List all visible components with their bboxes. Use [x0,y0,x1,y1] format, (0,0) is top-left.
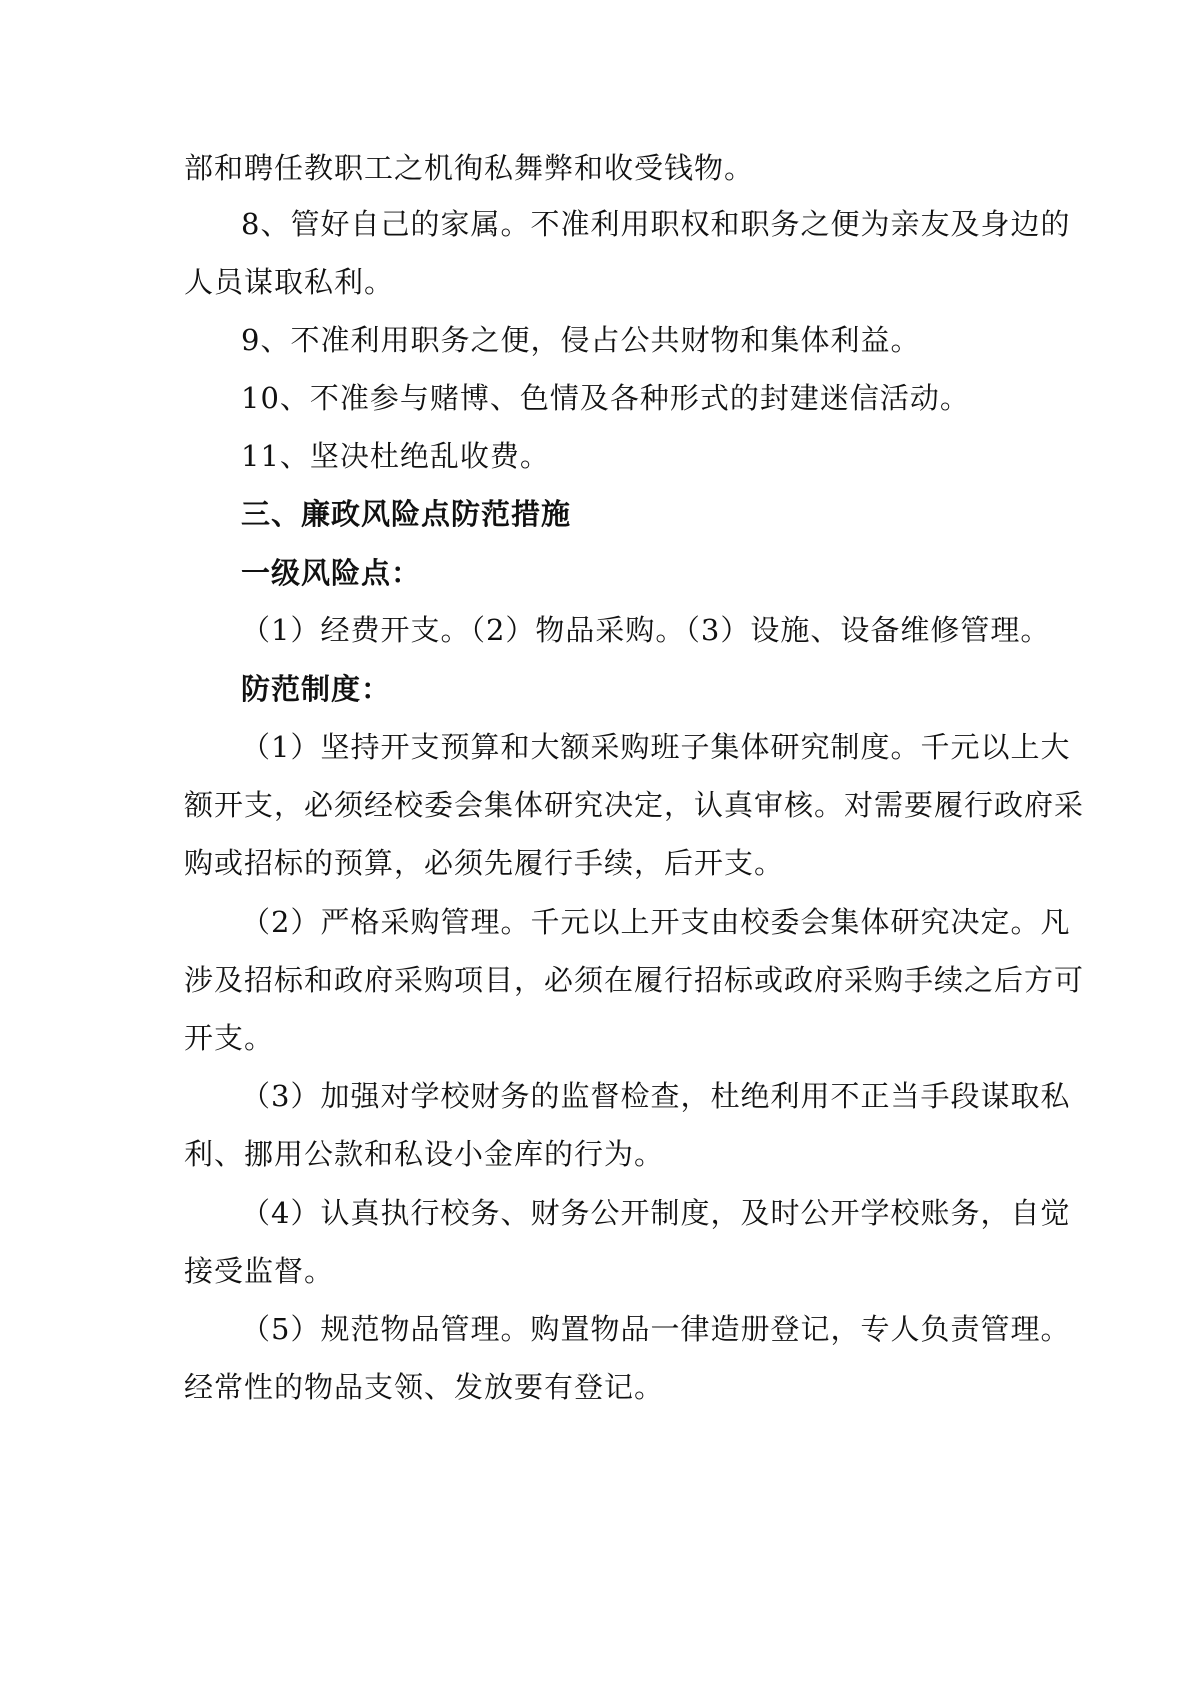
measure-1-line-1: （1）坚持开支预算和大额采购班子集体研究制度。千元以上大 [241,730,1071,764]
subheading-level-1-risk: 一级风险点： [241,556,422,590]
measure-5-line-1: （5）规范物品管理。购置物品一律造册登记，专人负责管理。 [241,1312,1071,1346]
subheading-prevention-system: 防范制度： [241,672,392,706]
item-11: 11、坚决杜绝乱收费。 [241,439,550,473]
item-8-line-2: 人员谋取私利。 [184,265,395,299]
measure-1-line-2: 额开支，必须经校委会集体研究决定，认真审核。对需要履行政府采 [184,788,1085,822]
measure-2-line-2: 涉及招标和政府采购项目，必须在履行招标或政府采购手续之后方可 [184,963,1085,997]
measure-3-line-2: 利、挪用公款和私设小金库的行为。 [184,1137,665,1171]
measure-4-line-2: 接受监督。 [184,1254,335,1288]
measure-5-line-2: 经常性的物品支领、发放要有登记。 [184,1370,665,1404]
measure-2-line-1: （2）严格采购管理。千元以上开支由校委会集体研究决定。凡 [241,905,1071,939]
section-heading-3: 三、廉政风险点防范措施 [241,497,572,531]
measure-3-line-1: （3）加强对学校财务的监督检查，杜绝利用不正当手段谋取私 [241,1079,1071,1113]
item-10: 10、不准参与赌博、色情及各种形式的封建迷信活动。 [241,381,970,415]
measure-4-line-1: （4）认真执行校务、财务公开制度，及时公开学校账务，自觉 [241,1196,1071,1230]
measure-2-line-3: 开支。 [184,1021,275,1055]
measure-1-line-3: 购或招标的预算，必须先履行手续，后开支。 [184,846,785,880]
item-8-line-1: 8、管好自己的家属。不准利用职权和职务之便为亲友及身边的 [241,207,1071,241]
paragraph-7-continuation: 部和聘任教职工之机徇私舞弊和收受钱物。 [184,151,755,185]
risk-points-list: （1）经费开支。（2）物品采购。（3）设施、设备维修管理。 [241,613,1051,647]
item-9: 9、不准利用职务之便，侵占公共财物和集体利益。 [241,323,921,357]
